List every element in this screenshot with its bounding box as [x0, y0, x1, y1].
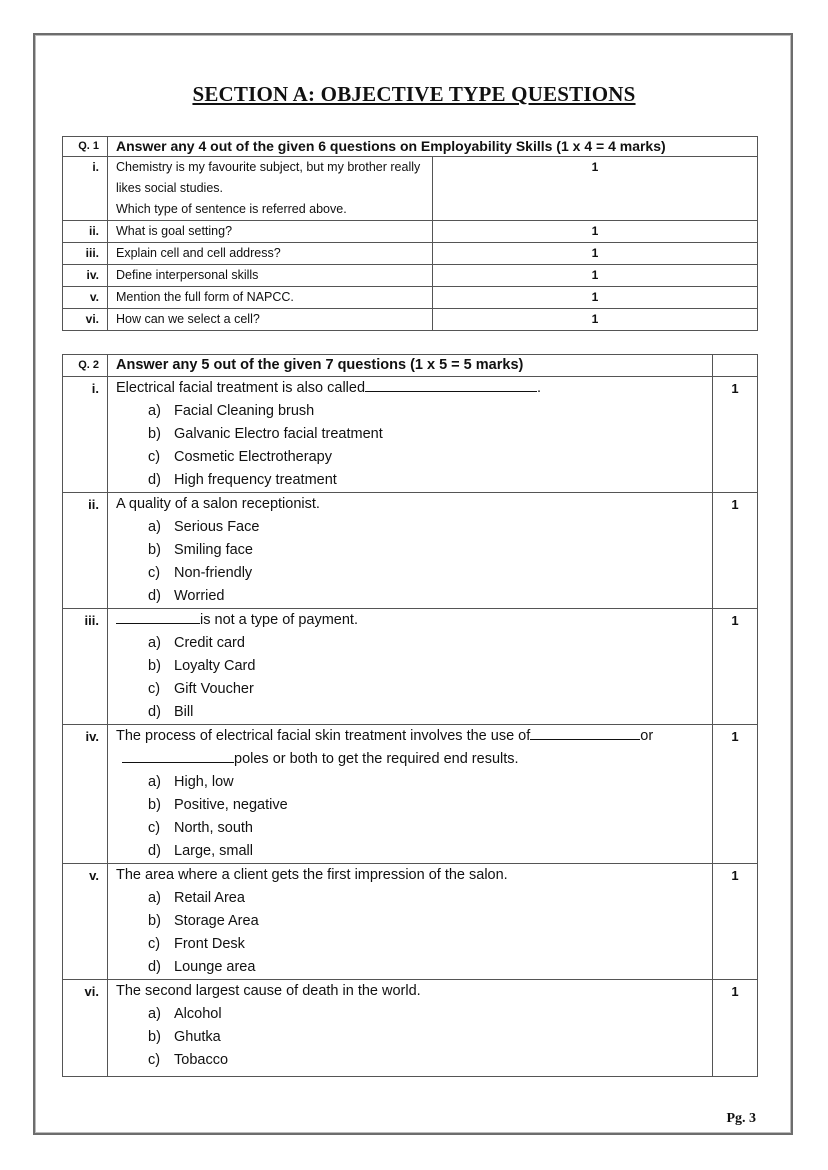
option-item: [148, 423, 712, 446]
table-row: [63, 864, 758, 980]
option-item: [148, 585, 712, 608]
question-number: ii.: [63, 221, 108, 243]
question-cell: [108, 980, 713, 1077]
option-item: [148, 632, 712, 655]
option-text: High frequency treatment: [174, 472, 337, 488]
option-item: [148, 956, 712, 979]
option-text: Facial Cleaning brush: [174, 403, 315, 419]
option-item: [148, 794, 712, 817]
option-letter: d): [148, 704, 161, 720]
option-letter: a): [148, 519, 161, 535]
option-letter: c): [148, 1052, 161, 1068]
option-text: Gift Voucher: [174, 681, 254, 697]
option-item: [148, 655, 712, 678]
table-row: [63, 609, 758, 725]
options-list: [116, 1003, 712, 1072]
question-text-part: The process of electrical facial skin treatment involves the use of: [116, 728, 531, 744]
q2-table: [62, 354, 758, 1077]
question-number: i.: [63, 377, 108, 493]
option-text: Smiling face: [174, 542, 253, 558]
option-text: Loyalty Card: [174, 658, 256, 674]
question-number: iii.: [63, 609, 108, 725]
marks: 1: [713, 980, 758, 1077]
answer-blank: [365, 377, 537, 392]
option-letter: b): [148, 1029, 161, 1045]
option-item: [148, 446, 712, 469]
option-text: Large, small: [174, 843, 253, 859]
question-number: vi.: [63, 309, 108, 331]
question-text: A quality of a salon receptionist.: [116, 496, 320, 512]
question-text: [116, 725, 712, 748]
options-list: [116, 771, 712, 863]
table-row: [63, 221, 758, 243]
answer-blank: [122, 748, 234, 763]
option-letter: c): [148, 936, 161, 952]
marks: 1: [433, 243, 758, 265]
marks: 1: [713, 493, 758, 609]
question-cell: [108, 725, 713, 864]
question-text-part: .: [537, 380, 542, 396]
question-text: Explain cell and cell address?: [108, 243, 433, 265]
options-list: [116, 887, 712, 979]
option-item: [148, 840, 712, 863]
q2-heading: Answer any 5 out of the given 7 questions (1 x 5 = 5 marks): [108, 355, 713, 377]
question-number: i.: [63, 157, 108, 221]
table-row: [63, 287, 758, 309]
option-letter: a): [148, 635, 161, 651]
option-item: [148, 400, 712, 423]
option-letter: d): [148, 588, 161, 604]
option-item: [148, 539, 712, 562]
question-number: iv.: [63, 265, 108, 287]
option-text: Front Desk: [174, 936, 245, 952]
table-row: [63, 493, 758, 609]
option-item: [148, 887, 712, 910]
option-letter: d): [148, 843, 161, 859]
option-item: [148, 933, 712, 956]
question-cell: [108, 377, 713, 493]
table-row: [63, 980, 758, 1077]
option-letter: b): [148, 913, 161, 929]
question-number: iv.: [63, 725, 108, 864]
option-item: [148, 910, 712, 933]
option-text: Worried: [174, 588, 225, 604]
marks-header-cell: [713, 355, 758, 377]
marks: 1: [433, 265, 758, 287]
marks: 1: [433, 287, 758, 309]
marks: 1: [713, 864, 758, 980]
q1-heading: Answer any 4 out of the given 6 questions on Employability Skills (1 x 4 = 4 marks): [108, 137, 758, 157]
option-text: Credit card: [174, 635, 245, 651]
question-number: v.: [63, 864, 108, 980]
option-text: Bill: [174, 704, 194, 720]
question-number: v.: [63, 287, 108, 309]
question-text: [116, 609, 712, 632]
question-text: How can we select a cell?: [108, 309, 433, 331]
option-letter: d): [148, 472, 161, 488]
options-list: [116, 632, 712, 724]
option-letter: a): [148, 890, 161, 906]
question-text: Define interpersonal skills: [108, 265, 433, 287]
question-line: Which type of sentence is referred above.: [116, 202, 347, 216]
question-cell: [108, 609, 713, 725]
table-row: [63, 265, 758, 287]
question-text-line2: [116, 748, 712, 771]
question-text: What is goal setting?: [108, 221, 433, 243]
answer-blank: [530, 725, 640, 740]
question-line: Chemistry is my favourite subject, but my brother really likes social studies.: [116, 160, 421, 195]
option-letter: d): [148, 959, 161, 975]
options-list: [116, 400, 712, 492]
option-text: Galvanic Electro facial treatment: [174, 426, 383, 442]
options-list: [116, 516, 712, 608]
option-text: Alcohol: [174, 1006, 222, 1022]
q1-header-row: [63, 137, 758, 157]
table-row: [63, 377, 758, 493]
option-text: Serious Face: [174, 519, 260, 535]
option-text: Lounge area: [174, 959, 256, 975]
option-text: Tobacco: [174, 1052, 229, 1068]
option-letter: a): [148, 1006, 161, 1022]
option-item: [148, 817, 712, 840]
question-number: ii.: [63, 493, 108, 609]
marks: 1: [713, 377, 758, 493]
table-row: [63, 157, 758, 221]
option-letter: b): [148, 542, 161, 558]
option-text: Retail Area: [174, 890, 245, 906]
question-text-part: is not a type of payment.: [200, 612, 358, 628]
option-letter: b): [148, 658, 161, 674]
option-letter: c): [148, 820, 161, 836]
q2-header-row: [63, 355, 758, 377]
question-text-part: or: [640, 728, 654, 744]
question-text: The second largest cause of death in the world.: [116, 983, 421, 999]
table-row: [63, 243, 758, 265]
option-letter: c): [148, 681, 161, 697]
option-letter: a): [148, 774, 161, 790]
marks: 1: [433, 157, 758, 221]
question-text: [108, 157, 433, 221]
option-text: Storage Area: [174, 913, 259, 929]
q2-number: Q. 2: [63, 355, 108, 377]
question-cell: [108, 864, 713, 980]
q1-number: Q. 1: [63, 137, 108, 157]
page-number: Pg. 3: [726, 1111, 756, 1126]
marks: 1: [433, 309, 758, 331]
option-letter: c): [148, 565, 161, 581]
option-item: [148, 1003, 712, 1026]
option-item: [148, 1026, 712, 1049]
question-number: vi.: [63, 980, 108, 1077]
option-item: [148, 516, 712, 539]
question-text: Mention the full form of NAPCC.: [108, 287, 433, 309]
option-text: Non-friendly: [174, 565, 253, 581]
question-cell: [108, 493, 713, 609]
option-item: [148, 562, 712, 585]
option-letter: c): [148, 449, 161, 465]
question-text-part: Electrical facial treatment is also called: [116, 380, 366, 396]
marks: 1: [713, 725, 758, 864]
question-text: The area where a client gets the first impression of the salon.: [116, 867, 508, 883]
table-row: [63, 725, 758, 864]
q1-table: [62, 136, 758, 331]
option-item: [148, 1049, 712, 1072]
option-item: [148, 701, 712, 724]
option-text: High, low: [174, 774, 234, 790]
marks: 1: [713, 609, 758, 725]
marks: 1: [433, 221, 758, 243]
table-row: [63, 309, 758, 331]
option-text: Ghutka: [174, 1029, 221, 1045]
option-item: [148, 469, 712, 492]
section-title: SECTION A: OBJECTIVE TYPE QUESTIONS: [192, 82, 636, 106]
option-text: North, south: [174, 820, 253, 836]
answer-blank: [116, 609, 200, 624]
option-letter: a): [148, 403, 161, 419]
question-text: [116, 377, 712, 400]
question-number: iii.: [63, 243, 108, 265]
option-text: Positive, negative: [174, 797, 288, 813]
option-letter: b): [148, 797, 161, 813]
option-letter: b): [148, 426, 161, 442]
option-text: Cosmetic Electrotherapy: [174, 449, 332, 465]
question-text-part: poles or both to get the required end results.: [234, 751, 519, 767]
option-item: [148, 678, 712, 701]
option-item: [148, 771, 712, 794]
